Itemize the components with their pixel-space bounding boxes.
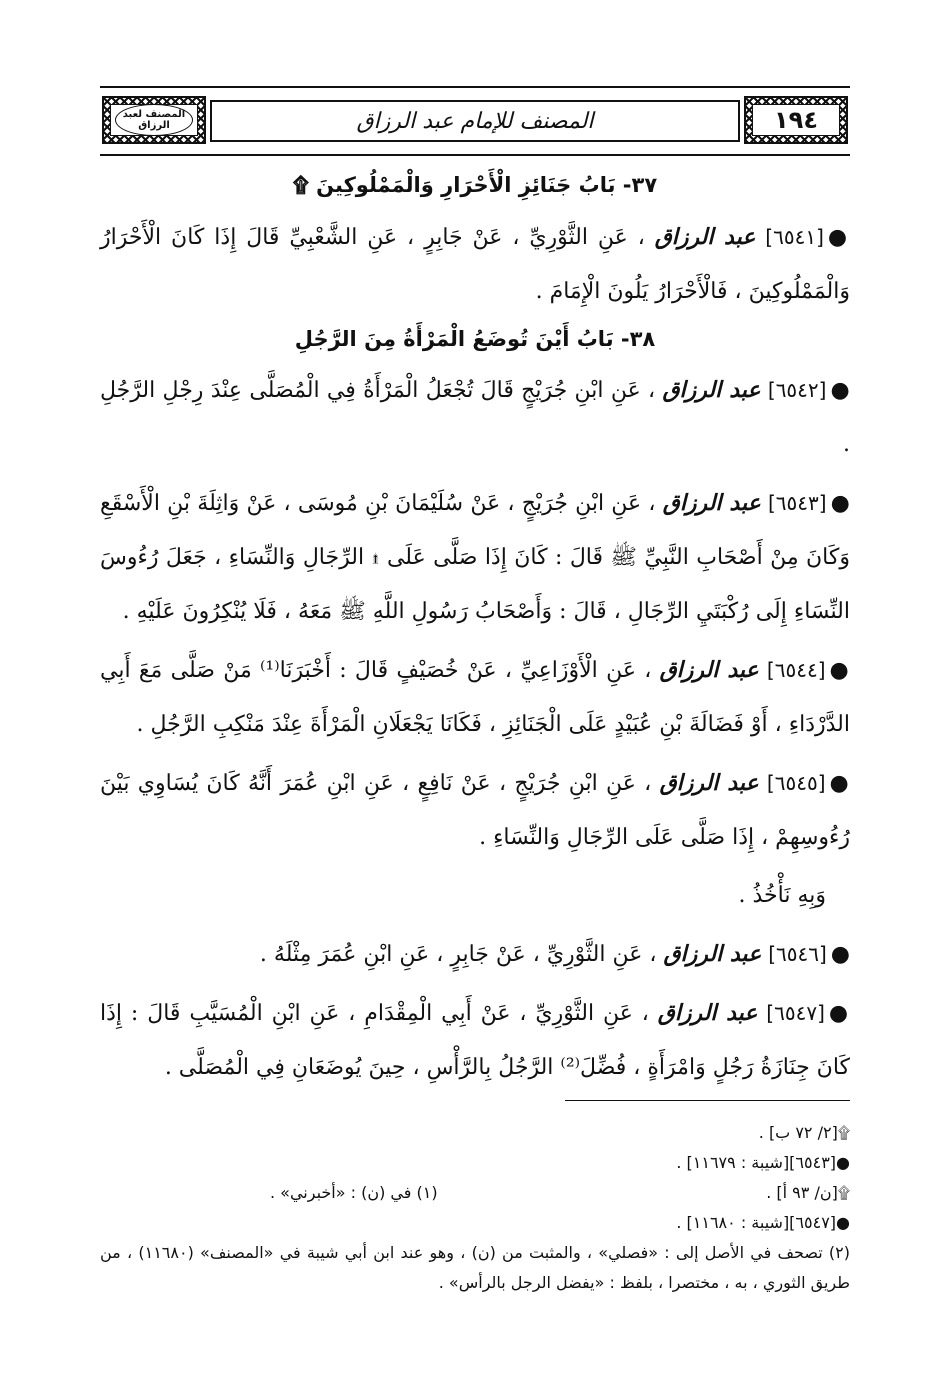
bullet-icon: ● <box>828 1001 850 1026</box>
narrator-name: عبد الرزاق <box>659 770 759 796</box>
hadith-text: ، عَنِ ابْنِ جُرَيْجٍ ، عَنْ نَافِعٍ ، عَنِ ابْنِ عُمَرَ أَنَّهُ كَانَ يُسَاوِي بَيْنَ رُءُوسِهِمْ ، إِذَا صَلَّى عَلَى الرِّجَالِ وَالنِّسَاءِ . <box>100 771 850 850</box>
hadith-number: [٦٥٤٦] <box>768 942 827 966</box>
hadith-text: ، عَنِ ابْنِ جُرَيْجٍ قَالَ تُجْعَلُ الْمَرْأَةُ فِي الْمُصَلَّى عِنْدَ رِجْلِ الرَّجُلِ . <box>100 378 850 457</box>
chapter-heading-38: ٣٨- بَابُ أَيْنَ تُوضَعُ الْمَرْأَةُ مِنَ الرَّجُلِ <box>294 327 656 351</box>
footnote-marker-2: ۩[ن/ ٩٣ أ] . <box>766 1183 850 1202</box>
hadith-number: [٦٥٤٣] <box>767 491 827 515</box>
narrator-name: عبد الرزاق <box>657 1000 758 1026</box>
narrator-name: عبد الرزاق <box>662 377 761 403</box>
narrator-name: عبد الرزاق <box>659 657 759 683</box>
book-seal: المصنف لعبد الرزاق <box>115 104 193 136</box>
seal-inner <box>110 104 198 136</box>
hadith-number: [٦٥٤٥] <box>766 771 826 795</box>
hadith-6541 <box>100 210 850 319</box>
hadith-text: ، عَنِ ابْنِ جُرَيْجٍ ، عَنْ سُلَيْمَانَ بْنِ مُوسَى ، عَنْ وَاثِلَةَ بْنِ الْأَسْقَعِ وَكَانَ مِنْ أَصْحَابِ النَّبِيِّ ﷺ قَالَ : كَانَ إِذَا صَلَّى عَلَى ۩ الرِّجَالِ وَالنِّسَاءِ ، جَعَلَ رُءُوسَ النِّسَاءِ إِلَى رُكْبَتَيِ الرِّجَالِ ، قَالَ : وَأَصْحَابُ رَسُولِ اللَّهِ ﷺ مَعَهُ ، فَلَا يُنْكِرُونَ عَلَيْهِ . <box>100 491 850 624</box>
bullet-icon: ● <box>827 225 851 250</box>
hadith-number: [٦٥٤٢] <box>767 378 827 402</box>
hadith-6547 <box>100 986 850 1095</box>
chapter-heading-37: ٣٧- بَابُ جَنَائِزِ الْأَحْرَارِ وَالْمَمْلُوكِينَ ۩ <box>292 173 658 197</box>
page-header <box>100 86 850 156</box>
hadith-6545 <box>100 756 850 865</box>
book-title: المصنف للإمام عبد الرزاق <box>210 100 740 142</box>
hadith-number: [٦٥٤٧] <box>766 1001 825 1025</box>
footnote-source-6543: ●[٦٥٤٣][شيبة : ١١٦٧٩] . <box>676 1153 850 1172</box>
wabihi-line: وَبِهِ نَأْخُذُ . <box>738 883 826 908</box>
hadith-6542 <box>100 363 850 472</box>
hadith-6543 <box>100 476 850 639</box>
footnote-divider <box>565 1100 850 1101</box>
hadith-6544 <box>100 643 850 752</box>
footnote-2: (٢) تصحف في الأصل إلى : «فصلي» ، والمثبت من (ن) ، وهو عند ابن أبي شيبة في «المصنف» (١١٦٨٠) ، من طريق الثوري ، به ، مختصرا ، بلفظ : «يفضل الرجل بالرأس» . <box>100 1243 850 1292</box>
hadith-6546 <box>100 927 850 982</box>
footnote-row <box>100 1178 850 1208</box>
bullet-icon: ● <box>830 942 850 967</box>
hadith-number: [٦٥٤١] <box>765 225 824 249</box>
bullet-icon: ● <box>830 491 851 516</box>
hadith-text: ، عَنِ الثَّوْرِيِّ ، عَنْ جَابِرٍ ، عَنِ الشَّعْبِيِّ قَالَ إِذَا كَانَ الْأَحْرَارُ وَالْمَمْلُوكِينَ ، فَالْأَحْرَارُ يَلُونَ الْإِمَامَ . <box>100 225 850 304</box>
narrator-name: عبد الرزاق <box>663 941 762 967</box>
page-number: ١٩٤ <box>752 104 840 136</box>
footnote-marker-1: ۩[٢/ ٧٢ ب] . <box>758 1123 850 1142</box>
footnote-source-6547: ●[٦٥٤٧][شيبة : ١١٦٨٠] . <box>676 1213 850 1232</box>
page-number-frame <box>744 96 848 144</box>
main-text <box>100 165 850 1099</box>
narrator-name: عبد الرزاق <box>662 490 761 516</box>
hadith-number: [٦٥٤٤] <box>766 658 826 682</box>
hadith-text: ، عَنِ الْأَوْزَاعِيِّ ، عَنْ خُصَيْفٍ قَالَ : أَخْبَرَنَا⁽¹⁾ مَنْ صَلَّى مَعَ أَبِي الدَّرْدَاءِ ، أَوْ فَضَالَةَ بْنِ عُبَيْدٍ عَلَى الْجَنَائِزِ ، فَكَانَا يَجْعَلَانِ الْمَرْأَةَ عِنْدَ مَنْكِبِ الرَّجُلِ . <box>100 658 850 737</box>
footnotes <box>100 1118 850 1298</box>
hadith-text: ، عَنِ الثَّوْرِيِّ ، عَنْ جَابِرٍ ، عَنِ ابْنِ عُمَرَ مِثْلَهُ . <box>259 942 657 967</box>
seal-frame <box>102 96 206 144</box>
narrator-name: عبد الرزاق <box>654 224 756 250</box>
hadith-text: ، عَنِ الثَّوْرِيِّ ، عَنْ أَبِي الْمِقْدَامِ ، عَنِ ابْنِ الْمُسَيَّبِ قَالَ : إِذَا كَانَ جِنَازَةُ رَجُلٍ وَامْرَأَةٍ ، فُضِّلَ⁽²⁾ الرَّجُلُ بِالرَّأْسِ ، حِينَ يُوضَعَانِ فِي الْمُصَلَّى . <box>100 1001 850 1080</box>
bullet-icon: ● <box>830 378 850 403</box>
bullet-icon: ● <box>829 771 850 796</box>
bullet-icon: ● <box>829 658 850 683</box>
footnote-1: (١) في (ن) : «أخبرني» . <box>270 1183 438 1202</box>
